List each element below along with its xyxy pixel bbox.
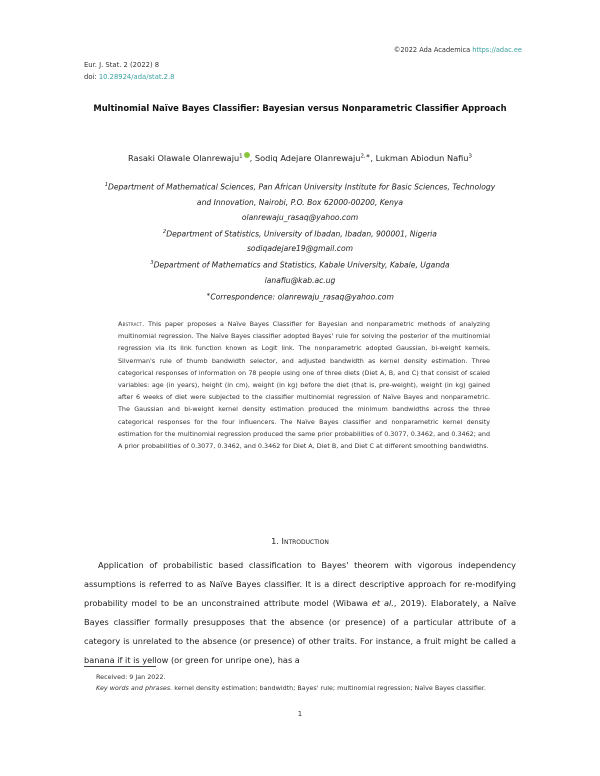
abstract [118, 318, 490, 452]
affiliation-2-text: Department of Statistics, University of Ibadan, Ibadan, 900001, Nigeria [166, 229, 437, 239]
doi-link[interactable]: 10.28924/ada/stat.2.8 [98, 73, 175, 81]
intro-etal: et al. [371, 598, 394, 608]
affiliation-1-line1: Department of Mathematical Sciences, Pan African University Institute for Basic Sciences, Technology [107, 182, 496, 192]
intro-text-2: , 2019). Elaborately, a Naïve Bayes classifier formally presupposes that the absence (or presence) of a particular attribute of a category is unrelated to the absence (or presence) of other traits. For instance, a fruit might be called a banana if it is yellow (or green for unripe one), has a [84, 598, 517, 665]
author-1: Rasaki Olawale Olanrewaju [128, 153, 240, 163]
author-2-affil: 2,∗ [360, 153, 371, 160]
correspondence [60, 288, 540, 305]
copyright-text: ©2022 Ada Academica [393, 46, 471, 54]
email-1[interactable]: olanrewaju_rasaq@yahoo.com [241, 212, 359, 222]
affiliation-3-mark: 3 [150, 260, 154, 267]
correspondence-mark: ∗ [206, 291, 211, 298]
doi-label: doi: [84, 73, 97, 81]
abstract-label: Abstract. [118, 320, 145, 328]
affiliation-block [60, 178, 540, 304]
author-2: , Sodiq Adejare Olanrewaju [249, 153, 361, 163]
affiliation-2-mark: 2 [163, 228, 167, 235]
affiliation-3 [60, 256, 540, 273]
section-number: 1. [271, 536, 279, 546]
introduction-paragraph [84, 556, 516, 670]
affiliation-1-line2: and Innovation, Nairobi, P.O. Box 62000-00200, Kenya [196, 197, 404, 207]
keywords-label: Key words and phrases. [96, 684, 173, 692]
section-heading-introduction [0, 536, 600, 546]
journal-url-link[interactable]: https://adac.ee [472, 46, 522, 54]
abstract-text: This paper proposes a Naïve Bayes Classifier for Bayesian and nonparametric methods of analyzing multinomial regression. The Naïve Bayes classifier adopted Bayes' rule for solving the posterior of the multinomial regression via its link function known as Logit link. The nonparametric adopted Gaussian, bi-weight kernels, Silverman's rule of thumb bandwidth selector, and adjusted bandwidth as kernel density estimation. Three categorical responses of information on 78 people using one of three diets (Diet A, B, and C) that consist of scaled variables: age (in years), height (in cm), weight (in kg) before the diet (that is, pre-weight), weight (in kg) gained after 6 weeks of diet were subjected to the classifier multinomial regression of Naïve Bayes and nonparametric. The Gaussian and bi-weight kernel density estimation produced the minimum bandwidths across the three categorical responses for the four influencers. The Naïve Bayes classifier and nonparametric kernel density estimation for the multinomial regression produced the same prior probabilities of 0.3077, 0.3462, and 0.3462; and A prior probabilities of 0.3077, 0.3462, and 0.3462 for Diet A, Diet B, and Diet C at different smoothing bandwidths. [118, 320, 490, 451]
page-number: 1 [297, 710, 303, 718]
affiliation-3-text: Department of Mathematics and Statistics, Kabale University, Kabale, Uganda [153, 260, 450, 270]
author-3: , Lukman Abiodun Nafiu [370, 153, 469, 163]
section-title: Introduction [281, 536, 329, 546]
author-1-affil: 1 [239, 153, 243, 160]
author-list [0, 152, 600, 163]
affiliation-1 [60, 178, 540, 195]
affiliation-1-mark: 1 [104, 182, 108, 188]
doi-line [84, 73, 175, 81]
email-3[interactable]: lanafiu@kab.ac.ug [264, 275, 336, 285]
affiliation-2 [60, 225, 540, 242]
email-2[interactable]: sodiqadejare19@gmail.com [246, 244, 354, 254]
footnote-received: Received: 9 Jan 2022. [96, 673, 166, 681]
intro-text-1: Application of probabilistic based classification to Bayes' theorem with vigorous independency assumptions is referred to as Naïve Bayes classifier. It is a direct descriptive approach for re-modifying probability model to be an unconstrained attribute model (Wibawa [84, 560, 516, 608]
paper-title: Multinomial Naïve Bayes Classifier: Bayesian versus Nonparametric Classifier Approach [93, 103, 507, 113]
footnote-keywords [84, 683, 516, 694]
journal-citation: Eur. J. Stat. 2 (2022) 8 [84, 61, 160, 69]
footnote-divider [84, 666, 156, 667]
author-3-affil: 3 [468, 153, 472, 160]
copyright-line [394, 46, 522, 54]
correspondence-text: Correspondence: olanrewaju_rasaq@yahoo.com [210, 292, 394, 302]
keywords-text: kernel density estimation; bandwidth; Bayes' rule; multinomial regression; Naïve Bayes classifier. [172, 684, 486, 692]
